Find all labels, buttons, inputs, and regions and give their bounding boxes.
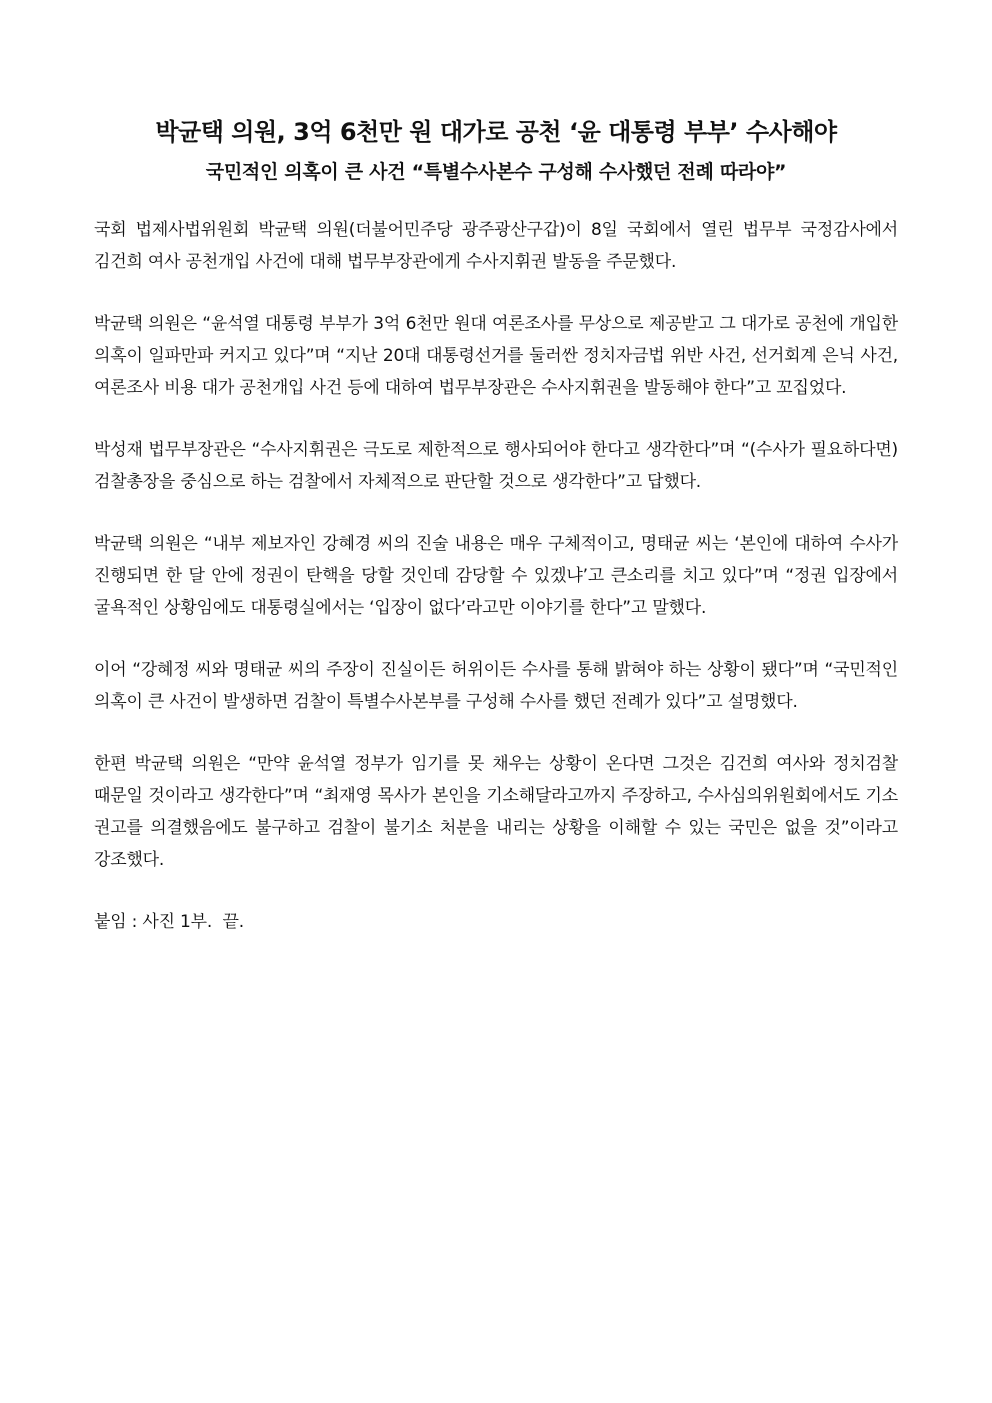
document-body [94,214,898,968]
paragraph-3: 박성재 법무부장관은 “수사지휘권은 극도로 제한적으로 행사되어야 한다고 생각한다”며 “(수사가 필요하다면) 검찰총장을 중심으로 하는 검찰에서 자체적으로 판단할 것으로 생각한다”고 답했다. [94,440,898,492]
page-title: 박균택 의원, 3억 6천만 원 대가로 공천 ‘윤 대통령 부부’ 수사해야 [155,118,837,146]
paragraph-6: 한편 박균택 의원은 “만약 윤석열 정부가 임기를 못 채우는 상황이 온다면 그것은 김건희 여사와 정치검찰 때문일 것이라고 생각한다”며 “최재영 목사가 본인을 기소해달라고까지 주장하고, 수사심의위원회에서도 기소 권고를 의결했음에도 불구하고 검찰이 불기소 처분을 내리는 상황을 이해할 수 있는 국민은 없을 것”이라고 강조했다. [94,754,898,870]
paragraph-1: 국회 법제사법위원회 박균택 의원(더불어민주당 광주광산구갑)이 8일 국회에서 열린 법무부 국정감사에서 김건희 여사 공천개입 사건에 대해 법무부장관에게 수사지휘권 발동을 주문했다. [94,220,898,272]
page-subtitle: 국민적인 의혹이 큰 사건 “특별수사본수 구성해 수사했던 전례 따라야” [205,161,787,183]
attachment-note: 붙임 : 사진 1부. 끝. [94,912,244,932]
paragraph-5: 이어 “강혜정 씨와 명태균 씨의 주장이 진실이든 허위이든 수사를 통해 밝혀야 하는 상황이 됐다”며 “국민적인 의혹이 큰 사건이 발생하면 검찰이 특별수사본부를 구성해 수사를 했던 전례가 있다”고 설명했다. [94,660,898,712]
paragraph-2: 박균택 의원은 “윤석열 대통령 부부가 3억 6천만 원대 여론조사를 무상으로 제공받고 그 대가로 공천에 개입한 의혹이 일파만파 커지고 있다”며 “지난 20대 대통령선거를 둘러싼 정치자금법 위반 사건, 선거회계 은닉 사건, 여론조사 비용 대가 공천개입 사건 등에 대하여 법무부장관은 수사지휘권을 발동해야 한다”고 꼬집었다. [94,314,898,398]
paragraph-4: 박균택 의원은 “내부 제보자인 강혜경 씨의 진술 내용은 매우 구체적이고, 명태균 씨는 ‘본인에 대하여 수사가 진행되면 한 달 안에 정권이 탄핵을 당할 것인데 감당할 수 있겠냐’고 큰소리를 치고 있다”며 “정권 입장에서 굴욕적인 상황임에도 대통령실에서는 ‘입장이 없다’라고만 이야기를 한다”고 말했다. [94,534,898,618]
